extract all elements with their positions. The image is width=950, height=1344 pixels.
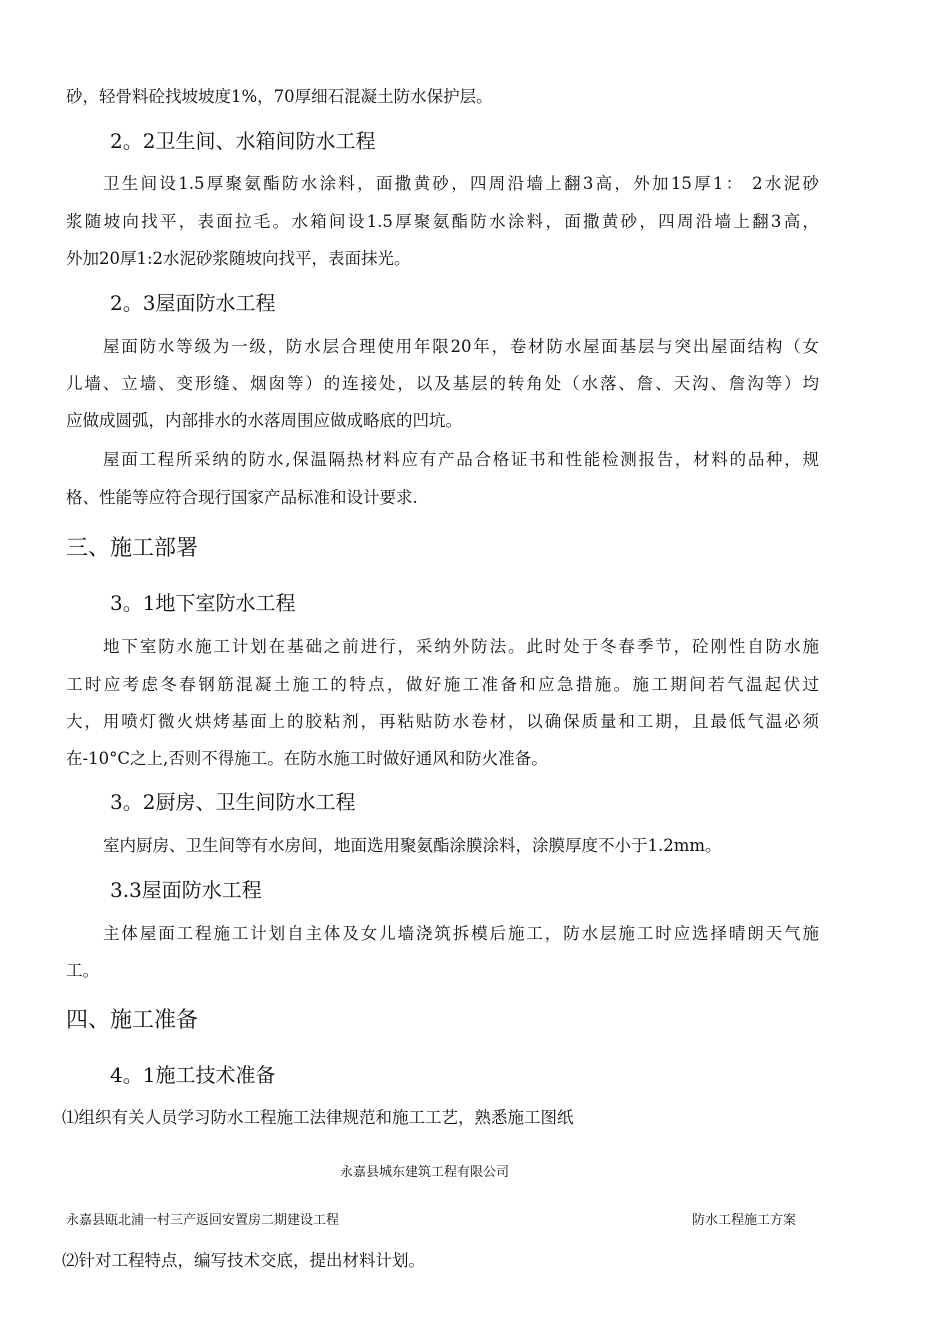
paragraph-line: 大，用喷灯微火烘烤基面上的胶粘剂，再粘贴防水卷材，以确保质量和工期，且最低气温必须 [66, 712, 819, 731]
list-item: ⑵针对工程特点，编写技术交底，提出材料计划。 [62, 1251, 425, 1270]
paragraph-line: 砂，轻骨料砼找坡坡度1%，70厚细石混凝土防水保护层。 [66, 87, 493, 106]
section-heading-3-1: 3。1地下室防水工程 [110, 591, 296, 615]
paragraph-line: 浆随坡向找平，表面拉毛。水箱间设1.5厚聚氨酯防水涂料，面撒黄砂，四周沿墙上翻3高， [66, 212, 819, 231]
list-item: ⑴组织有关人员学习防水工程施工法律规范和施工工艺，熟悉施工图纸 [62, 1108, 574, 1127]
footer-company: 永嘉县城东建筑工程有限公司 [340, 1165, 510, 1180]
paragraph-line: 工。 [66, 961, 99, 980]
section-heading-3-3: 3.3屋面防水工程 [110, 878, 262, 902]
header-project-name: 永嘉县瓯北浦一村三产返回安置房二期建设工程 [66, 1213, 340, 1228]
paragraph-line: 屋面防水等级为一级，防水层合理使用年限20年，卷材防水屋面基层与突出屋面结构（女 [103, 337, 819, 356]
paragraph-line: 卫生间设1.5厚聚氨酯防水涂料，面撒黄砂，四周沿墙上翻3高，外加15厚1： 2水泥砂 [103, 174, 819, 193]
header-document-title: 防水工程施工方案 [692, 1213, 797, 1228]
paragraph-line: 屋面工程所采纳的防水,保温隔热材料应有产品合格证书和性能检测报告，材料的品种，规 [103, 450, 819, 469]
paragraph-line: 应做成圆弧，内部排水的水落周围应做成略底的凹坑。 [66, 411, 462, 430]
paragraph-line: 在-10°C之上,否则不得施工。在防水施工时做好通风和防火准备。 [66, 749, 548, 768]
paragraph-line: 儿墙、立墙、变形缝、烟囱等）的连接处，以及基层的转角处（水落、詹、天沟、詹沟等）均 [66, 374, 819, 393]
section-heading-3-2: 3。2厨房、卫生间防水工程 [110, 790, 356, 814]
paragraph-line: 地下室防水施工计划在基础之前进行，采纳外防法。此时处于冬春季节，砼刚性自防水施 [103, 637, 819, 656]
paragraph-line: 主体屋面工程施工计划自主体及女儿墙浇筑拆模后施工，防水层施工时应选择晴朗天气施 [103, 924, 819, 943]
paragraph-line: 工时应考虑冬春钢筋混凝土施工的特点，做好施工准备和应急措施。施工期间若气温起伏过 [66, 675, 819, 694]
chapter-heading-4: 四、施工准备 [66, 1008, 199, 1033]
paragraph-line: 外加20厚1:2水泥砂浆随坡向找平，表面抹光。 [66, 249, 411, 268]
section-heading-2-2: 2。2卫生间、水箱间防水工程 [110, 129, 376, 153]
paragraph-line: 室内厨房、卫生间等有水房间，地面选用聚氨酯涂膜涂料，涂膜厚度不小于1.2mm。 [103, 836, 722, 855]
section-heading-4-1: 4。1施工技术准备 [110, 1063, 276, 1087]
paragraph-line: 格、性能等应符合现行国家产品标准和设计要求. [66, 488, 418, 507]
section-heading-2-3: 2。3屋面防水工程 [110, 291, 276, 315]
chapter-heading-3: 三、施工部署 [66, 536, 199, 561]
